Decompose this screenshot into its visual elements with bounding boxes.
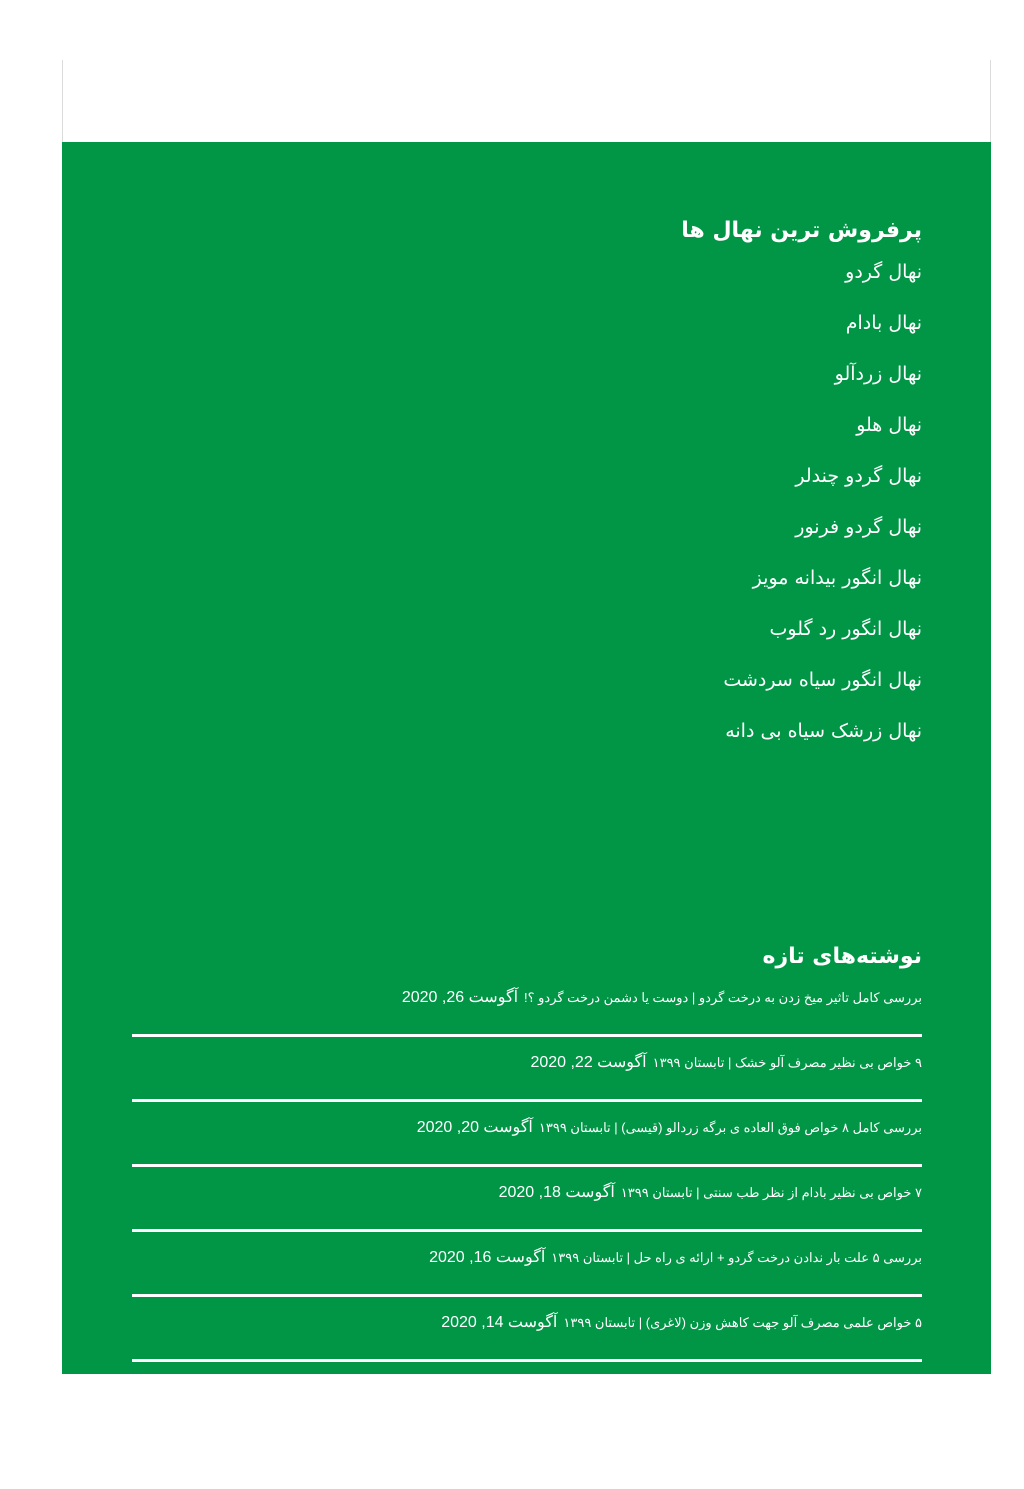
recent-post-link[interactable]: تاثیر شگفت انگیز بادام درختی در درمان تیروئید | تابستان ۱۳۹۹ bbox=[589, 1445, 922, 1460]
post-date: آگوست 18, 2020 bbox=[498, 1184, 615, 1201]
recent-post-link[interactable]: ۷ خواص بی نظیر بادام از نظر طب سنتی | تابستان ۱۳۹۹ bbox=[620, 1185, 922, 1200]
best-seller-link[interactable]: نهال گردو فرنور bbox=[795, 516, 922, 538]
best-sellers-list bbox=[322, 262, 922, 772]
best-seller-link[interactable]: نهال انگور بیدانه مویز bbox=[752, 567, 922, 589]
list-item bbox=[322, 619, 922, 670]
post-date: آگوست 9, 2020 bbox=[475, 1444, 584, 1461]
best-seller-link[interactable]: نهال گردو چندلر bbox=[795, 465, 922, 487]
post-date: آگوست 20, 2020 bbox=[416, 1119, 533, 1136]
recent-post-link[interactable]: بررسی کامل مضرات مصرف میوه ی زردالو و فواید زردالو | تابستان ۱۳۹۹ bbox=[528, 1380, 922, 1395]
post-date: آگوست 22, 2020 bbox=[530, 1054, 647, 1071]
list-item bbox=[132, 1167, 922, 1232]
recent-posts-title: نوشته‌های تازه bbox=[762, 944, 922, 969]
list-item bbox=[322, 415, 922, 466]
list-item bbox=[132, 1427, 922, 1489]
list-item bbox=[132, 988, 922, 1037]
list-item bbox=[322, 568, 922, 619]
best-sellers-widget bbox=[322, 216, 922, 772]
list-item bbox=[132, 1232, 922, 1297]
best-seller-link[interactable]: نهال انگور رد گلوب bbox=[769, 618, 922, 640]
best-seller-link[interactable]: نهال زردآلو bbox=[834, 363, 922, 385]
recent-post-link[interactable]: بررسی کامل تاثیر میخ زدن به درخت گردو | دوست یا دشمن درخت گردو ؟! bbox=[524, 990, 922, 1005]
list-item bbox=[132, 1102, 922, 1167]
site-footer bbox=[62, 142, 991, 1461]
list-item bbox=[322, 313, 922, 364]
best-seller-link[interactable]: نهال هلو bbox=[856, 414, 922, 436]
post-date: آگوست 14, 2020 bbox=[441, 1314, 558, 1331]
post-date: آگوست 12, 2020 bbox=[405, 1379, 523, 1396]
best-seller-link[interactable]: نهال بادام bbox=[845, 312, 922, 334]
best-sellers-title: پرفروش ترین نهال ها bbox=[681, 218, 922, 243]
best-seller-link[interactable]: نهال انگور سیاه سردشت bbox=[723, 669, 922, 691]
list-item bbox=[132, 1037, 922, 1102]
list-item bbox=[132, 1297, 922, 1362]
recent-post-link[interactable]: بررسی ۵ علت بار ندادن درخت گردو + ارائه ی راه حل | تابستان ۱۳۹۹ bbox=[551, 1250, 922, 1265]
list-item bbox=[132, 1362, 922, 1427]
list-item bbox=[322, 466, 922, 517]
list-item bbox=[322, 262, 922, 313]
best-seller-link[interactable]: نهال گردو bbox=[845, 261, 922, 283]
recent-posts-list bbox=[132, 988, 922, 1489]
recent-post-link[interactable]: ۵ خواص علمی مصرف آلو جهت کاهش وزن (لاغری) | تابستان ۱۳۹۹ bbox=[563, 1315, 922, 1330]
list-item bbox=[322, 364, 922, 415]
header-frame bbox=[62, 60, 991, 142]
recent-post-link[interactable]: بررسی کامل ۸ خواص فوق العاده ی برگه زردالو (قیسی) | تابستان ۱۳۹۹ bbox=[538, 1120, 922, 1135]
list-item bbox=[322, 721, 922, 772]
post-date: آگوست 16, 2020 bbox=[429, 1249, 546, 1266]
list-item bbox=[322, 670, 922, 721]
list-item bbox=[322, 517, 922, 568]
best-seller-link[interactable]: نهال زرشک سیاه بی دانه bbox=[725, 720, 922, 742]
recent-post-link[interactable]: ۹ خواص بی نظیر مصرف آلو خشک | تابستان ۱۳۹۹ bbox=[652, 1055, 922, 1070]
recent-posts-widget bbox=[132, 942, 922, 1489]
post-date: آگوست 26, 2020 bbox=[401, 989, 519, 1006]
